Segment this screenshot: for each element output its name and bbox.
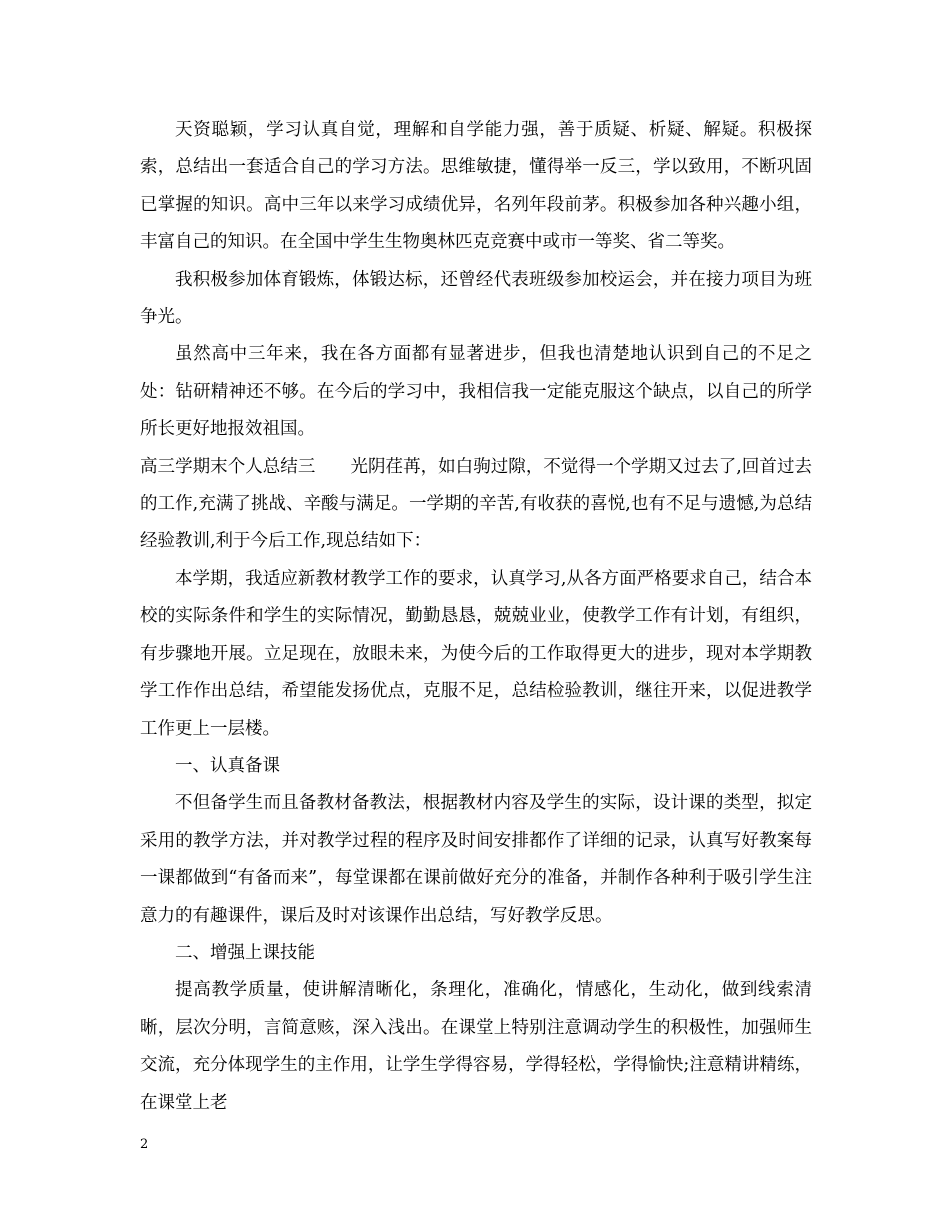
paragraph-shortcomings: 虽然高中三年来，我在各方面都有显著进步，但我也清楚地认识到自己的不足之处：钻研精神还不够。在今后的学习中，我相信我一定能克服这个缺点，以自己的所学所长更好地报效祖国。 <box>140 344 812 440</box>
paragraph-study: 天资聪颖，学习认真自觉，理解和自学能力强，善于质疑、析疑、解疑。积极探索，总结出一套适合自己的学习方法。思维敏捷，懂得举一反三，学以致用，不断巩固已掌握的知识。高中三年以来学习成绩优异，名列年段前茅。积极参加各种兴趣小组，丰富自己的知识。在全国中学生生物奥林匹克竞赛中或市一等奖、省二等奖。 <box>140 120 812 253</box>
paragraph-summary-three-intro: 高三学期末个人总结三 光阴荏苒，如白驹过隙，不觉得一个学期又过去了,回首过去的工作,充满了挑战、辛酸与满足。一学期的辛苦,有收获的喜悦,也有不足与遗憾,为总结经验教训,利于今后工作,现总结如下： <box>140 456 812 552</box>
paragraph-teaching-skills: 提高教学质量，使讲解清晰化，条理化，准确化，情感化，生动化，做到线索清晰，层次分明，言简意赅，深入浅出。在课堂上特别注意调动学生的积极性，加强师生交流，充分体现学生的主作用，让学生学得容易，学得轻松，学得愉快;注意精讲精练，在课堂上老 <box>140 980 812 1113</box>
paragraph-prepare-lessons: 不但备学生而且备教材备教法，根据教材内容及学生的实际，设计课的类型，拟定采用的教学方法，并对教学过程的程序及时间安排都作了详细的记录，认真写好教案每一课都做到“有备而来”，每堂课都在课前做好充分的准备，并制作各种利于吸引学生注意力的有趣课件，课后及时对该课作出总结，写好教学反思。 <box>140 793 812 926</box>
paragraph-sports: 我积极参加体育锻炼，体锻达标，还曾经代表班级参加校运会，并在接力项目为班争光。 <box>140 269 812 328</box>
paragraph-semester: 本学期，我适应新教材教学工作的要求，认真学习,从各方面严格要求自己，结合本校的实际条件和学生的实际情况，勤勤恳恳，兢兢业业，使教学工作有计划，有组织，有步骤地开展。立足现在，放眼未来，为使今后的工作取得更大的进步，现对本学期教学工作作出总结，希望能发扬优点，克服不足，总结检验教训，继往开来，以促进教学工作更上一层楼。 <box>140 568 812 739</box>
section-heading-prepare-lessons: 一、认真备课 <box>175 755 280 776</box>
document-body <box>140 112 812 1122</box>
page-number: 2 <box>140 1137 149 1152</box>
section-heading-teaching-skills: 二、增强上课技能 <box>175 942 315 963</box>
